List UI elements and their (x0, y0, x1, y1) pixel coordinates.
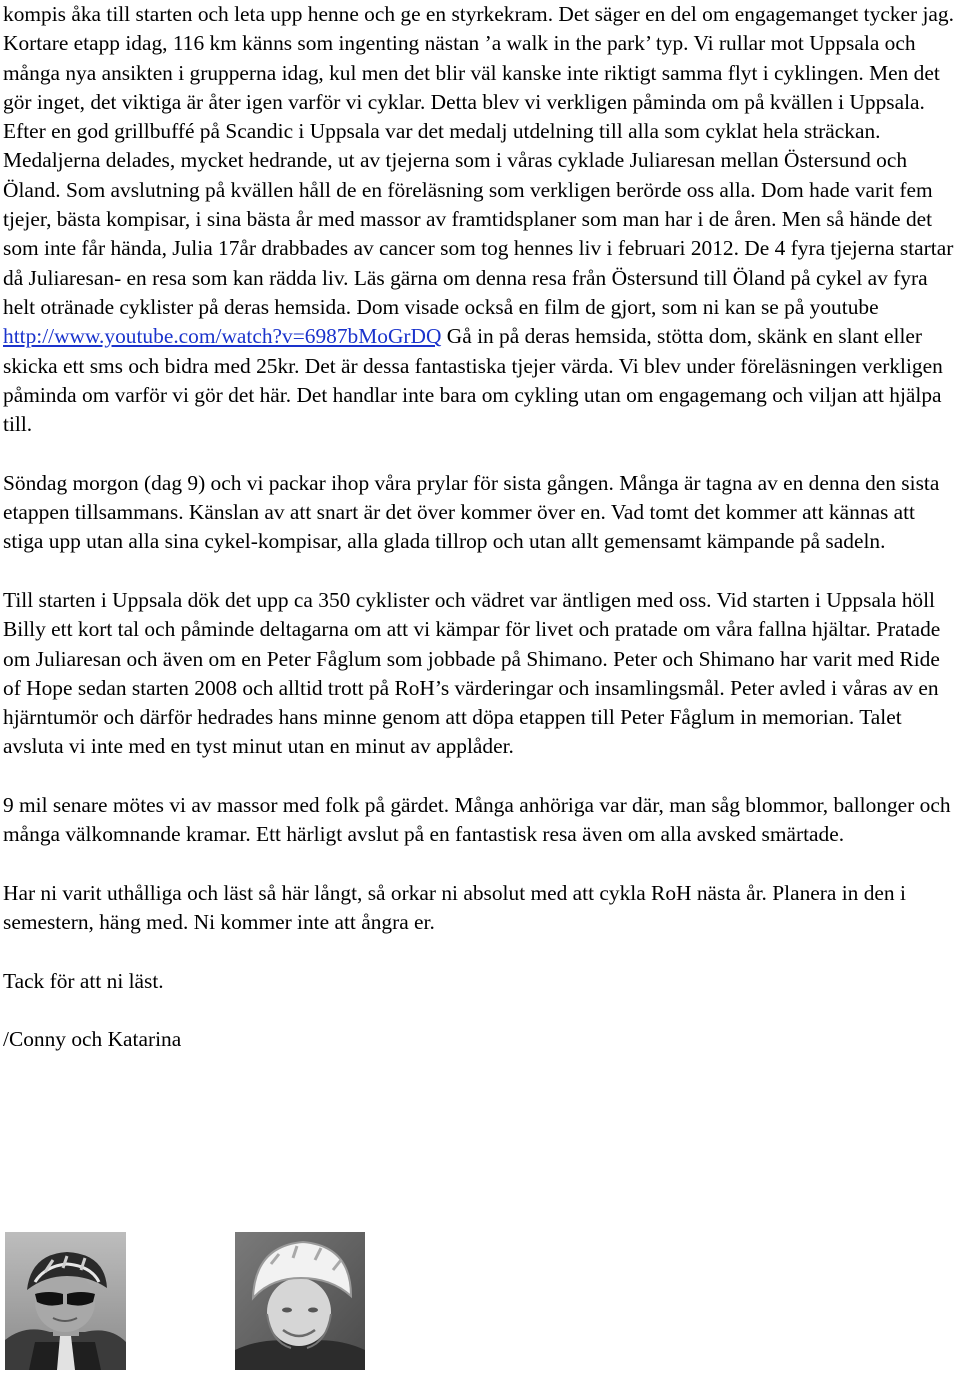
photo-cyclist-man (5, 1232, 126, 1370)
paragraph (3, 791, 959, 850)
paragraph (3, 469, 959, 557)
paragraph-text: Gå in på deras hemsida, stötta dom, skänk en slant eller skicka ett sms och bidra med 25kr. Det är dessa fantastiska tjejer värda. Vi blev under föreläsningen verkligen påminda om varför vi gör det här. Det handlar inte bara om cykling utan om engagemang och viljan att hjälpa till. (3, 324, 943, 437)
portrait-man-image (5, 1232, 126, 1370)
portrait-woman-image (235, 1232, 365, 1370)
paragraph-text: Har ni varit uthålliga och läst så här långt, så orkar ni absolut med att cykla RoH nästa år. Planera in den i semestern, häng med. Ni kommer inte att ångra er. (3, 880, 906, 935)
paragraph (3, 586, 959, 762)
paragraph-text: kompis åka till starten och leta upp henne och ge en styrkekram. Det säger en del om engagemanget tycker jag. Kortare etapp idag, 116 km känns som ingenting nästan ’a walk in the park’ typ. Vi rullar mot Uppsala och många nya ansikten i grupperna idag, kul men det blir väl kanske inte riktigt samma flyt i cyklingen. Men det gör inget, det viktiga är åter igen varför vi cyklar. Detta blev vi verkligen påminda om på kvällen i Uppsala. Efter en god grillbuffé på Scandic i Uppsala var det medalj utdelning till alla som cyklat hela sträckan. Medaljerna delades, mycket hedrande, ut av tjejerna som i våras cyklade Juliaresan mellan Östersund och Öland. Som avslutning på kvällen håll de en föreläsning som verkligen berörde oss alla. Dom hade varit fem tjejer, bästa kompisar, i sina bästa år med massor av framtidsplaner som man har i de åren. Men så hände det som inte får hända, Julia 17år drabbades av cancer som tog hennes liv i februari 2012. De 4 fyra tjejerna startar då Juliaresan- en resa som kan rädda liv. Läs gärna om denna resa från Östersund till Öland på cykel av fyra helt otränade cyklister på deras hemsida. Dom visade också en film de gjort, som ni kan se på youtube (3, 2, 954, 319)
youtube-link[interactable]: http://www.youtube.com/watch?v=6987bMoGrDQ (3, 324, 442, 349)
paragraph-text: Tack för att ni läst. (3, 968, 164, 993)
paragraph (3, 967, 959, 996)
paragraph (3, 1025, 959, 1054)
paragraph-text: /Conny och Katarina (3, 1027, 182, 1052)
photo-row (0, 1232, 960, 1373)
paragraph (3, 0, 959, 439)
photo-cyclist-woman (235, 1232, 365, 1370)
document-body (3, 0, 959, 1055)
paragraph-text: Till starten i Uppsala dök det upp ca 350 cyklister och vädret var äntligen med oss. Vid starten i Uppsala höll Billy ett kort tal och påminde deltagarna om att vi kämpar för livet och pratade om våra fallna hjältar. Pratade om Juliaresan och även om en Peter Fåglum som jobbade på Shimano. Peter och Shimano har varit med Ride of Hope sedan starten 2008 och alltid trott på RoH’s värderingar och insamlingsmål. Peter avled i våras av en hjärntumör och därför hedrades hans minne genom att döpa etappen till Peter Fåglum in memorian. Talet avsluta vi inte med en tyst minut utan en minut av applåder. (3, 587, 941, 759)
paragraph-text: Söndag morgon (dag 9) och vi packar ihop våra prylar för sista gången. Många är tagna av en denna den sista etappen tillsammans. Känslan av att snart är det över kommer över en. Vad tomt det kommer att kännas att stiga upp utan alla sina cykel-kompisar, alla glada tillrop och utan allt gemensamt kämpande på sadeln. (3, 470, 940, 554)
paragraph-text: 9 mil senare mötes vi av massor med folk på gärdet. Många anhöriga var där, man såg blommor, ballonger och många välkomnande kramar. Ett härligt avslut på en fantastisk resa även om alla avsked smärtade. (3, 793, 951, 847)
paragraph (3, 879, 959, 938)
